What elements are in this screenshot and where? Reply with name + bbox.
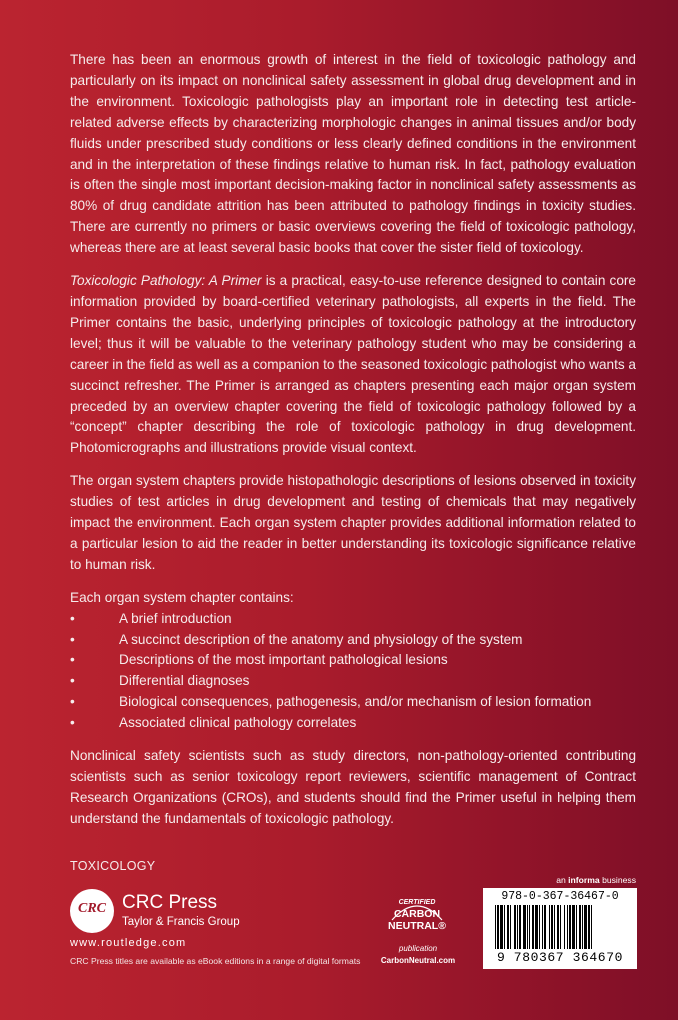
crc-logo-text: CRC xyxy=(77,901,106,916)
informa-business-label: an informa business xyxy=(556,875,636,885)
description-paragraph-1: There has been an enormous growth of interest in the field of toxicologic pathology and particularly on its impact on nonclinical safety assessment in global drug development and in the environment. Toxicologic pathologists play an important role in detecting test article-related adverse effects by characterizing morphologic changes in animal tissues and/or body fluids under prescribed study conditions or less clearly defined conditions in the environment and in the interpretation of these findings relative to human risk. In fact, pathology evaluation is often the single most important decision-making factor in nonclinical safety assessments as 80% of drug candidate attrition has been attributed to pathology findings in toxicity studies. There are currently no primers or basic overviews covering the field of toxicologic pathology, whereas there are at least several basic books that cover the sister field of toxicology. xyxy=(70,52,636,256)
description-paragraph-3: The organ system chapters provide histopathologic descriptions of lesions observed in toxicity studies of test articles in drug development and testing of chemicals that may negatively impact the environment. Each organ system chapter provides additional information related to a particular lesion to aid the reader in better understanding its toxicologic significance relative to human risk. xyxy=(70,473,636,572)
list-item: • Biological consequences, pathogenesis, and/or mechanism of lesion formation xyxy=(70,692,636,713)
ebook-note: CRC Press titles are available as eBook editions in a range of digital formats xyxy=(70,956,361,966)
crc-circle-icon xyxy=(70,889,114,933)
back-cover-description xyxy=(70,50,636,842)
bullet-icon: • xyxy=(70,715,75,731)
isbn-text: 978-0-367-36467-0 xyxy=(501,890,619,903)
crc-press-logo xyxy=(70,889,240,937)
list-item: • Descriptions of the most important pathological lesions xyxy=(70,650,636,671)
list-item: • A brief introduction xyxy=(70,609,636,630)
description-paragraph-2-text: is a practical, easy-to-use reference designed to contain core information provided by board-certified veterinary pathologists, all experts in the field. The Primer contains the basic, underlying principles of toxicologic pathology at the introductory level; thus it will be valuable to the veterinary pathology student who may be considering a career in the field as well as a companion to the seasoned toxicologic pathologist who wants a succinct refresher. The Primer is arranged as chapters presenting each major organ system preceded by an overview chapter covering the field of toxicologic pathology followed by a “concept” chapter describing the role of toxicologic pathology in drug development. Photomicrographs and illustrations provide visual context. xyxy=(70,273,636,456)
description-paragraph-2 xyxy=(70,271,636,459)
carbon-neutral-badge xyxy=(378,890,458,970)
publisher-group: Taylor & Francis Group xyxy=(122,916,240,928)
bullet-icon: • xyxy=(70,673,75,689)
publisher-name: CRC Press xyxy=(122,892,218,913)
neutral-word-text: NEUTRAL® xyxy=(388,920,446,932)
bullet-icon: • xyxy=(70,652,75,668)
list-item: • Associated clinical pathology correlates xyxy=(70,713,636,734)
bullet-icon: • xyxy=(70,610,75,626)
barcode-bars-icon xyxy=(495,905,625,949)
carbon-word-text: CARBON xyxy=(393,908,441,920)
bullet-icon: • xyxy=(70,694,75,710)
carbon-certified-text: CERTIFIED xyxy=(398,899,436,906)
chapter-contents-intro: Each organ system chapter contains: xyxy=(70,589,294,605)
bullet-icon: • xyxy=(70,631,75,647)
book-title-italic: Toxicologic Pathology: A Primer xyxy=(70,273,262,289)
publisher-website: www.routledge.com xyxy=(70,937,187,949)
carbon-neutral-url: CarbonNeutral.com xyxy=(380,956,456,965)
list-item: • Differential diagnoses xyxy=(70,671,636,692)
description-paragraph-4: Nonclinical safety scientists such as study directors, non-pathology-oriented contributing scientists such as senior toxicology report reviewers, scientific management of Contract Research Organizations (CROs), and students should find the Primer useful in helping them understand the fundamentals of toxicologic pathology. xyxy=(70,748,636,826)
carbon-publication-label: publication xyxy=(398,944,438,953)
ean-digits: 9 780367 364670 xyxy=(496,950,624,965)
isbn-barcode xyxy=(483,888,637,969)
informa-brand: informa xyxy=(568,875,600,885)
carbon-neutral-seal-icon xyxy=(386,890,448,936)
list-item: • A succinct description of the anatomy and physiology of the system xyxy=(70,630,636,651)
subject-category: TOXICOLOGY xyxy=(70,859,156,873)
chapter-contents-list xyxy=(70,609,636,734)
